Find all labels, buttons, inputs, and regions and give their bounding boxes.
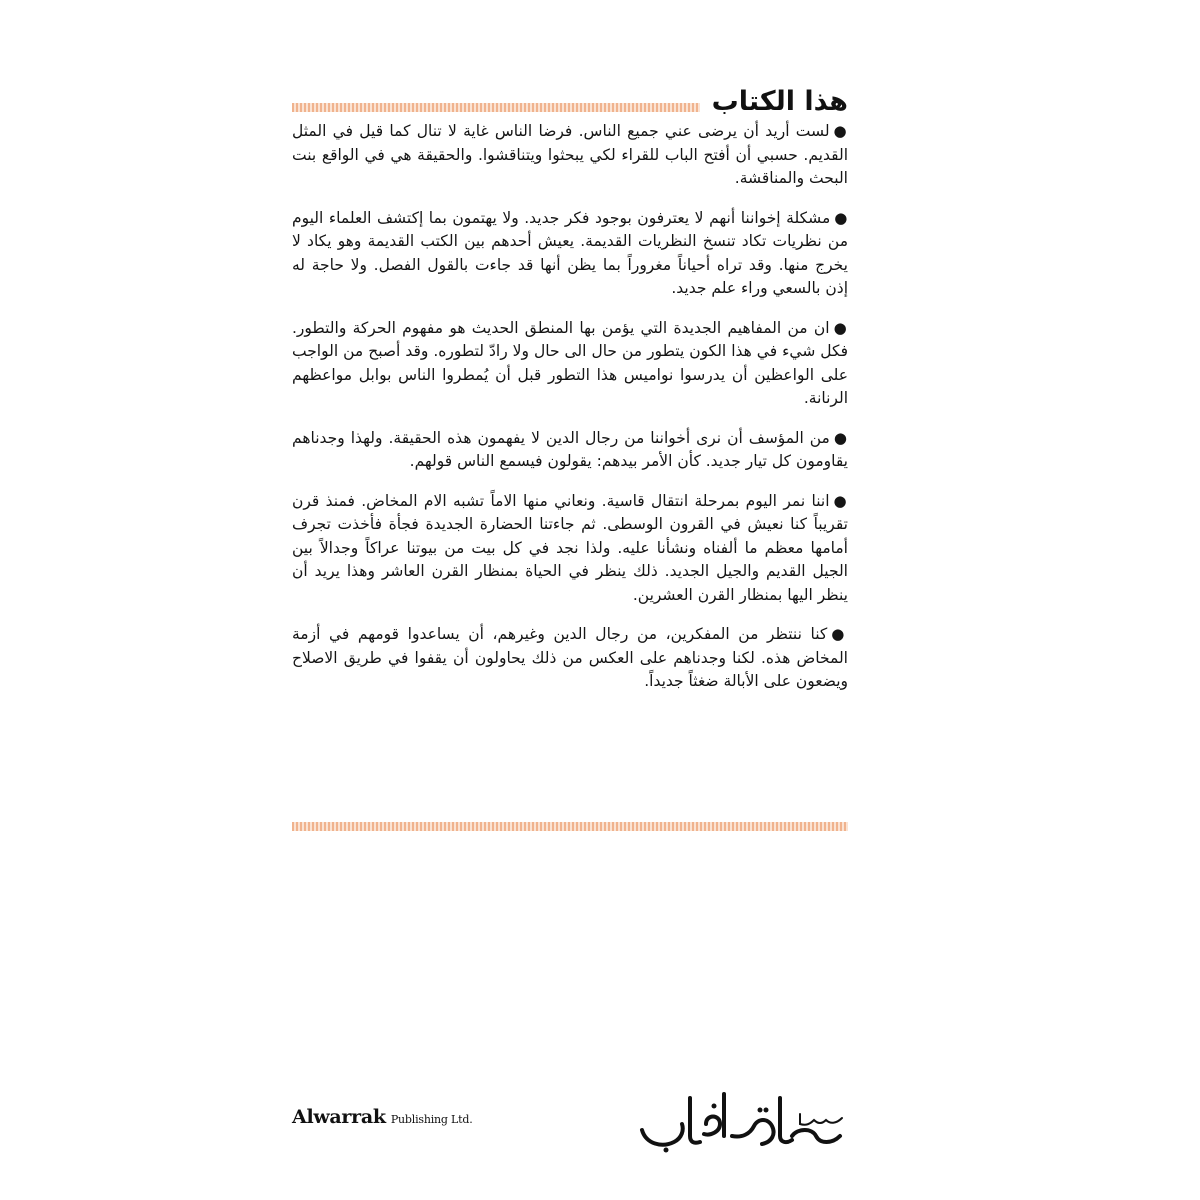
- paragraph-text: اننا نمر اليوم بمرحلة انتقال قاسية. ونعاني منها الاماً تشبه الام المخاض. فمنذ قرن تقريباً كنا نعيش في القرون الوسطى. ثم جاءتنا الحضارة الجديدة فجأة فأخذت تجرف أمامها معظم ما ألفناه ونشأنا عليه. ولذا نجد في كل بيت من بيوتنا عراكاً وجدالاً بين الجيل القديم والجيل الجديد. ذلك ينظر في الحياة بمنظار القرن العاشر وهذا يريد أن ينظر اليها بمنظار القرن العشرين.: [292, 491, 848, 604]
- publisher-brand: Alwarrak: [292, 1106, 386, 1128]
- bullet-icon: ●: [834, 208, 849, 227]
- blurb-paragraph-2: [292, 207, 848, 301]
- paragraph-text: لست أريد أن يرضى عني جميع الناس. فرضا الناس غاية لا تنال كما قيل في المثل القديم. حسبي أن أفتح الباب للقراء لكي يبحثوا ويتناقشوا. والحقيقة هي في الواقع بنت البحث والمناقشة.: [292, 122, 848, 187]
- blurb-paragraph-1: [292, 120, 848, 191]
- blurb-paragraph-5: [292, 490, 848, 608]
- blurb-text: [292, 120, 848, 710]
- bullet-icon: ●: [833, 428, 848, 447]
- publisher-suffix: Publishing Ltd.: [390, 1113, 473, 1126]
- bullet-icon: ●: [833, 491, 849, 510]
- paragraph-text: كنا ننتظر من المفكرين، من رجال الدين وغيرهم، أن يساعدوا قومهم في أزمة المخاض هذه. لكنا وجدناهم على العكس من ذلك يحاولون أن يقفوا في طريق الاصلاح ويضعون على الأبالة ضغثاً جديداً.: [292, 625, 848, 690]
- blurb-paragraph-3: [292, 317, 848, 411]
- paragraph-text: ان من المفاهيم الجديدة التي يؤمن بها المنطق الحديث هو مفهوم الحركة والتطور. فكل شيء في هذا الكون يتطور من حال الى حال ولا رادّ لتطوره. وقد أصبح من الواجب على الواعظين أن يدرسوا نواميس هذا التطور قبل أن يُمطروا الناس بوابل مواعظهم الرنانة.: [292, 318, 848, 407]
- section-header: [292, 82, 848, 122]
- blurb-paragraph-6: [292, 623, 848, 694]
- bullet-icon: ●: [831, 625, 848, 643]
- bullet-icon: ●: [833, 122, 848, 140]
- title-divider: [292, 103, 700, 112]
- publisher-calligraphy-logo: [632, 1084, 850, 1156]
- paragraph-text: من المؤسف أن نرى أخواننا من رجال الدين لا يفهمون هذه الحقيقة. ولهذا وجدناهم يقاومون كل تيار جديد. كأن الأمر بيدهم: يقولون فيسمع الناس قولهم.: [292, 428, 848, 470]
- bullet-icon: ●: [833, 318, 849, 337]
- section-title: هذا الكتاب: [711, 86, 848, 117]
- publisher-name-english: [292, 1106, 473, 1136]
- bottom-divider: [292, 822, 848, 831]
- blurb-paragraph-4: [292, 427, 848, 474]
- paragraph-text: مشكلة إخواننا أنهم لا يعترفون بوجود فكر جديد. ولا يهتمون بما إكتشف العلماء اليوم من نظريات تكاد تنسخ النظريات القديمة. يعيش أحدهم بين الكتب القديمة وهو يكاد لا يخرج منها. وقد تراه أحياناً مغروراً بما يظن أنها قد جاءت بالقول الفصل. ولا حاجة له إذن بالسعي وراء علم جديد.: [292, 208, 848, 297]
